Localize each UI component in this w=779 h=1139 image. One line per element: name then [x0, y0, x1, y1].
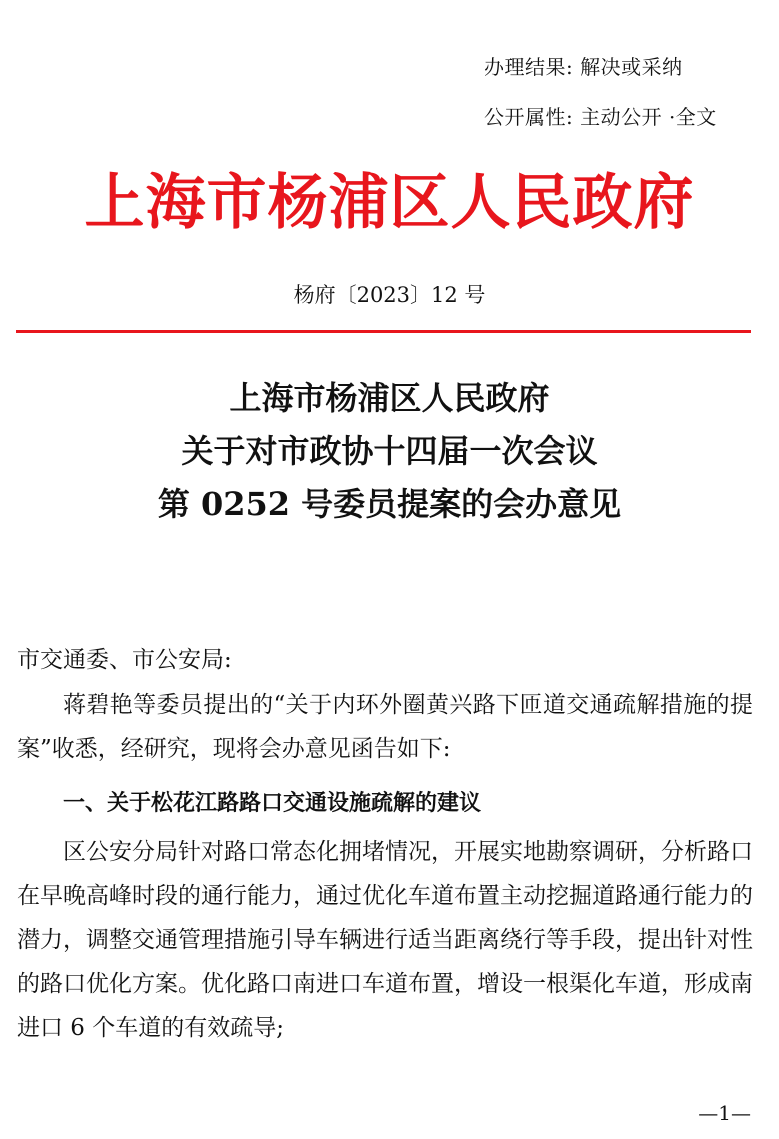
document-title-line: 第 0252 号委员提案的会办意见: [157, 485, 622, 523]
addressee: 市交通委、市公安局:: [17, 647, 232, 673]
document-title: [0, 372, 779, 531]
section-1-paragraph: 区公安分局针对路口常态化拥堵情况，开展实地勘察调研，分析路口在早晚高峰时段的通行能力，通过优化车道布置主动挖掘道路通行能力的潜力，调整交通管理措施引导车辆进行适当距离绕行等手段，提出针对性的路口优化方案。优化路口南进口车道布置，增设一根渠化车道，形成南进口 6 个车道的有效疏导;: [17, 839, 753, 1041]
document-title-line: 关于对市政协十四届一次会议: [181, 432, 598, 470]
intro-paragraph: 蒋碧艳等委员提出的“关于内环外圈黄兴路下匝道交通疏解措施的提案”收悉，经研究，现将会办意见函告如下:: [17, 692, 753, 762]
disclosure-attribute-label: 公开属性: 主动公开 ·全文: [484, 105, 717, 129]
issuing-authority-header: 上海市杨浦区人民政府: [84, 168, 695, 238]
document-number: 杨府〔2023〕12 号: [293, 283, 486, 307]
page-number: —1—: [698, 1101, 751, 1125]
section-heading-1: 一、关于松花江路路口交通设施疏解的建议: [63, 791, 482, 816]
red-separator-line: [16, 330, 751, 333]
document-title-line: 上海市杨浦区人民政府: [229, 379, 550, 417]
handling-result-label: 办理结果: 解决或采纳: [484, 55, 683, 79]
